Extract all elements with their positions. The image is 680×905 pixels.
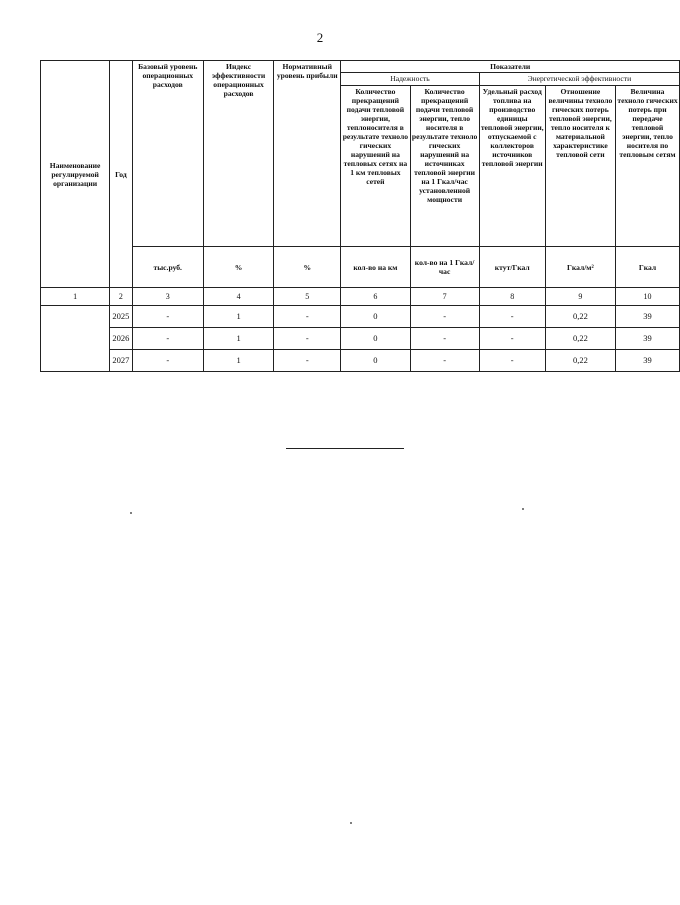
table-cell: - [274,350,341,372]
column-number: 3 [132,288,203,306]
header-col10: Величина техноло гических потерь при передаче тепловой энергии, тепло носителя по тепловым сетям [616,86,680,247]
header-col9: Отношение величины техноло гических потерь тепловой энергии, тепло носителя к материальной характеристике тепловой сети [545,86,615,247]
year-cell: 2025 [110,306,132,328]
scan-speck [522,508,524,510]
table-row [41,350,680,372]
column-number-row [41,288,680,306]
table-cell: 39 [616,350,680,372]
header-reliability: Надежность [341,73,479,86]
table-cell: 39 [616,328,680,350]
table-cell: 1 [203,328,273,350]
table-cell: - [410,328,479,350]
table-cell: 0,22 [545,328,615,350]
unit-cell: % [203,247,273,288]
unit-cell: % [274,247,341,288]
column-number: 6 [341,288,410,306]
separator-line [286,448,404,449]
year-cell: 2027 [110,350,132,372]
unit-cell: Гкал [616,247,680,288]
column-number: 1 [41,288,110,306]
table-cell: - [132,350,203,372]
table-cell: - [132,328,203,350]
table-row [41,328,680,350]
header-org-name: Наименование регулируемой организации [41,61,110,288]
header-energy-efficiency: Энергетической эффективности [479,73,679,86]
table-cell: - [274,306,341,328]
page-number: 2 [316,30,324,45]
table-row [41,306,680,328]
scan-speck [350,822,352,824]
column-number: 2 [110,288,132,306]
table-cell: 0,22 [545,350,615,372]
header-col6: Количество прекращений подачи тепловой энергии, теплоносителя в результате техноло гических нарушений на тепловых сетях на 1 км тепловых сетей [341,86,410,247]
table-cell: 1 [203,306,273,328]
unit-cell: ктут/Гкал [479,247,545,288]
column-number: 5 [274,288,341,306]
unit-cell: кол-во на 1 Гкал/час [410,247,479,288]
header-base-level: Базовый уровень операционных расходов [132,61,203,247]
table-cell: - [479,350,545,372]
header-col8: Удельный расход топлива на производство единицы тепловой энергии, отпускаемой с коллекторов источников тепловой энергии [479,86,545,247]
table-cell: - [479,306,545,328]
unit-cell: кол-во на км [341,247,410,288]
header-efficiency-index: Индекс эффективности операционных расходов [203,61,273,247]
table-cell: 0 [341,350,410,372]
year-cell: 2026 [110,328,132,350]
scan-speck [130,512,132,514]
column-number: 9 [545,288,615,306]
org-name-cell [41,306,110,372]
table-cell: - [132,306,203,328]
column-number: 8 [479,288,545,306]
unit-cell: тыс.руб. [132,247,203,288]
table-cell: - [410,350,479,372]
header-col7: Количество прекращений подачи тепловой энергии, тепло носителя в результате техноло гических нарушений на источниках тепловой энергии на 1 Гкал/час установленной мощности [410,86,479,247]
table-cell: - [479,328,545,350]
column-number: 10 [616,288,680,306]
table-cell: 0 [341,328,410,350]
header-indicators: Показатели [341,61,680,73]
table-cell: 1 [203,350,273,372]
table-cell: - [274,328,341,350]
column-number: 4 [203,288,273,306]
header-year: Год [110,61,132,288]
table-cell: 0,22 [545,306,615,328]
table-cell: - [410,306,479,328]
header-normative-profit: Нормативный уровень прибыли [274,61,341,247]
unit-cell: Гкал/м² [545,247,615,288]
table-cell: 39 [616,306,680,328]
indicators-table [40,60,680,372]
column-number: 7 [410,288,479,306]
table-cell: 0 [341,306,410,328]
